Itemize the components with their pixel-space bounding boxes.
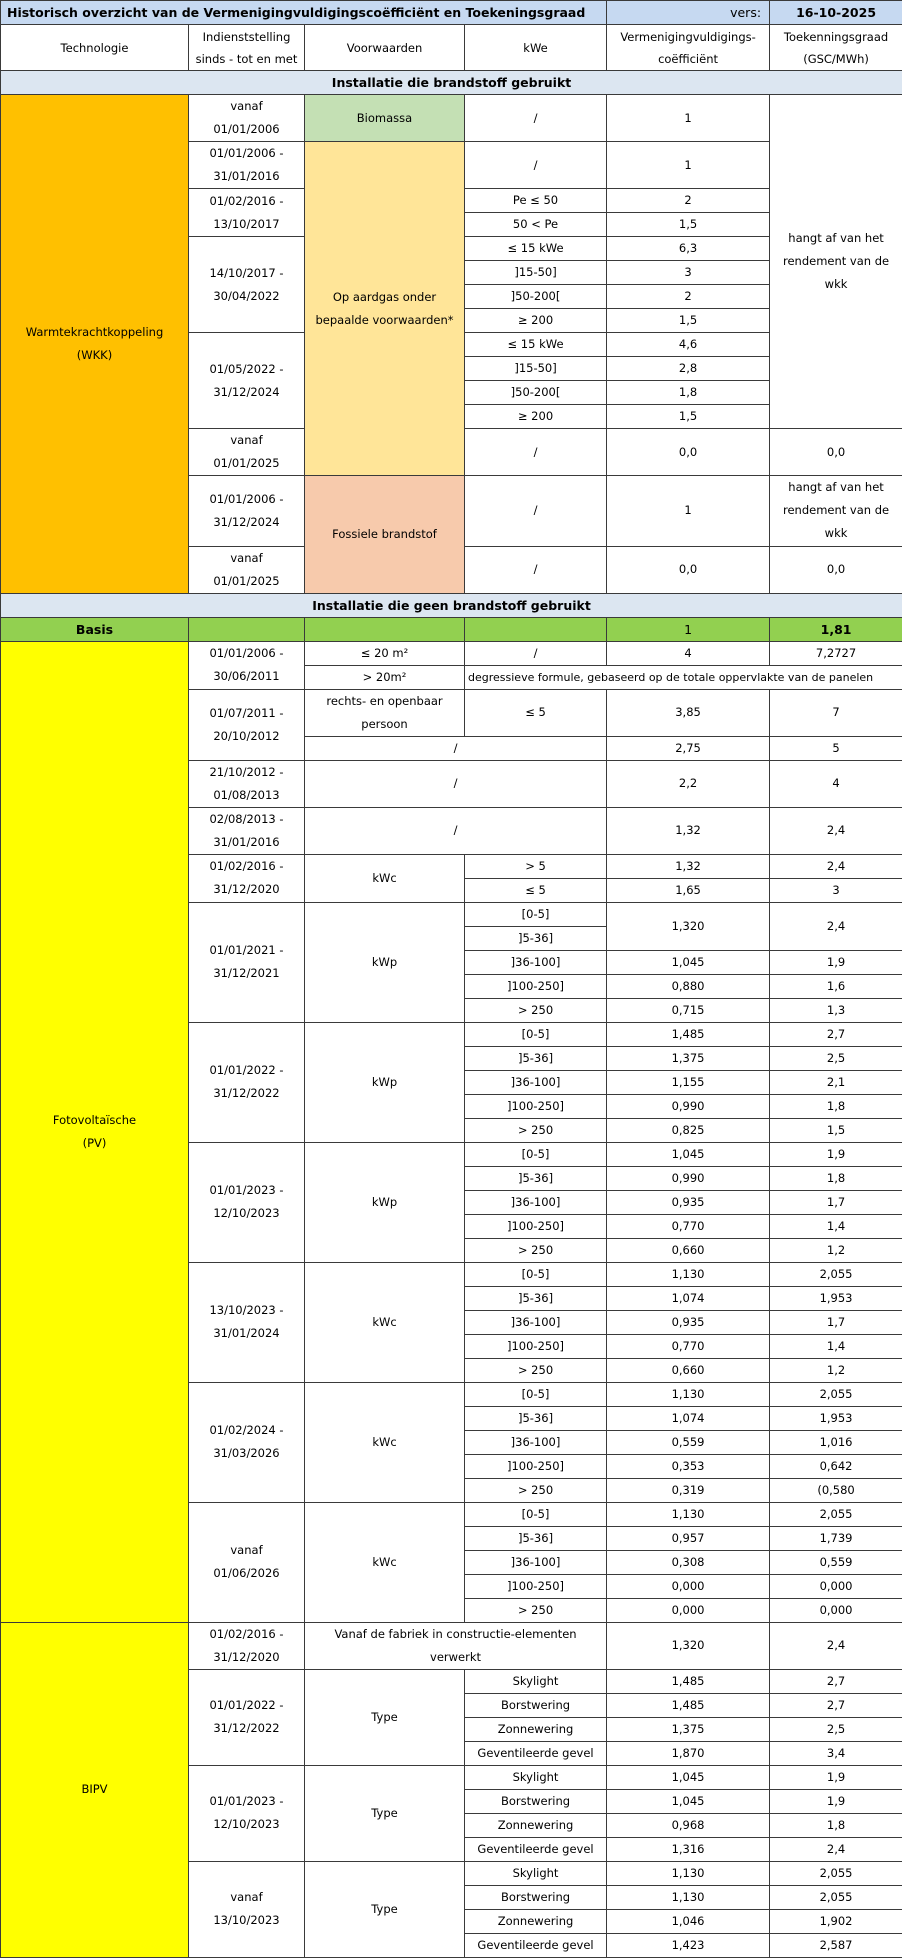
toekenningsgraad-cell: 4: [770, 760, 902, 807]
toekenningsgraad-cell: 0,0: [770, 546, 902, 593]
coefficient-cell: 1,046: [607, 1909, 770, 1933]
toekenningsgraad-cell: 7,2727: [770, 641, 902, 665]
toekenningsgraad-cell: 3,4: [770, 1741, 902, 1765]
version-date: 16-10-2025: [770, 1, 902, 25]
col-toekenningsgraad: Toekenningsgraad (GSC/MWh): [770, 25, 902, 71]
col-technologie: Technologie: [1, 25, 189, 71]
kwe-cell: ]15-50]: [465, 261, 607, 285]
period-cell: 01/01/2006 - 31/01/2016: [189, 142, 305, 189]
coefficient-cell: 1,320: [607, 1622, 770, 1669]
toekenningsgraad-cell: 0,000: [770, 1574, 902, 1598]
coefficient-cell: 1,8: [607, 381, 770, 405]
kwe-cell: /: [465, 95, 607, 142]
coefficient-cell: 1,045: [607, 950, 770, 974]
toekenningsgraad-cell: 1,9: [770, 1789, 902, 1813]
condition-fossiel: Fossiele brandstof: [305, 476, 465, 594]
kwe-cell: ]50-200[: [465, 285, 607, 309]
technology-pv: Fotovoltaïsche (PV): [1, 641, 189, 1622]
technology-wkk: Warmtekrachtkoppeling (WKK): [1, 95, 189, 594]
period-cell: 14/10/2017 - 30/04/2022: [189, 237, 305, 333]
col-kwe: kWe: [465, 25, 607, 71]
basis-empty: [189, 617, 305, 641]
kwe-cell: /: [465, 429, 607, 476]
coefficient-cell: 0,660: [607, 1358, 770, 1382]
kwe-cell: /: [465, 641, 607, 665]
toekenningsgraad-cell: 0,559: [770, 1550, 902, 1574]
coefficient-cell: 4: [607, 641, 770, 665]
toekenningsgraad-cell: 1,4: [770, 1334, 902, 1358]
kwe-cell: ]5-36]: [465, 1406, 607, 1430]
condition-cell: Vanaf de fabriek in constructie-elementen verwerkt: [305, 1622, 607, 1669]
section-fuel: Installatie die brandstoff gebruikt: [1, 71, 902, 95]
section-nofuel-label: Installatie die geen brandstoff gebruikt: [1, 593, 902, 617]
coefficient-cell: 0,0: [607, 429, 770, 476]
kwe-cell: ]5-36]: [465, 1046, 607, 1070]
coefficient-cell: 0,990: [607, 1094, 770, 1118]
kwe-cell: ]5-36]: [465, 1166, 607, 1190]
coefficient-cell: 1,65: [607, 878, 770, 902]
toekenningsgraad-cell: hangt af van het rendement van de wkk: [770, 476, 902, 547]
kwe-cell: Zonnewering: [465, 1909, 607, 1933]
coefficient-cell: 0,715: [607, 998, 770, 1022]
period-cell: 01/01/2022 - 31/12/2022: [189, 1022, 305, 1142]
kwe-cell: 50 < Pe: [465, 213, 607, 237]
toekenningsgraad-cell: 2,587: [770, 1933, 902, 1957]
coefficient-cell: 4,6: [607, 333, 770, 357]
coefficient-cell: 2,8: [607, 357, 770, 381]
coefficient-cell: 0,770: [607, 1334, 770, 1358]
note-cell: degressieve formule, gebaseerd op de totale oppervlakte van de panelen: [465, 665, 902, 689]
coefficient-cell: 1,485: [607, 1669, 770, 1693]
kwe-cell: ≤ 5: [465, 878, 607, 902]
toekenningsgraad-cell: 2,1: [770, 1070, 902, 1094]
coefficient-cell: 1,485: [607, 1693, 770, 1717]
toekenningsgraad-cell: (0,580: [770, 1478, 902, 1502]
kwe-cell: ]100-250]: [465, 1094, 607, 1118]
coefficient-cell: 1,320: [607, 902, 770, 950]
toekenningsgraad-cell: 1,739: [770, 1526, 902, 1550]
basis-toekenningsgraad: 1,81: [770, 617, 902, 641]
unit-cell: kWc: [305, 1382, 465, 1502]
period-cell: 01/02/2016 - 31/12/2020: [189, 1622, 305, 1669]
kwe-cell: /: [465, 546, 607, 593]
kwe-cell: Skylight: [465, 1861, 607, 1885]
toekenningsgraad-cell: 1,7: [770, 1190, 902, 1214]
kwe-cell: ≥ 200: [465, 405, 607, 429]
coefficient-cell: 2,2: [607, 760, 770, 807]
kwe-cell: ]5-36]: [465, 1286, 607, 1310]
period-cell: 13/10/2023 - 31/01/2024: [189, 1262, 305, 1382]
toekenningsgraad-cell: hangt af van het rendement van de wkk: [770, 95, 902, 429]
kwe-cell: [0-5]: [465, 1142, 607, 1166]
kwe-cell: > 250: [465, 1238, 607, 1262]
toekenningsgraad-cell: 1,8: [770, 1094, 902, 1118]
period-cell: 01/01/2023 - 12/10/2023: [189, 1142, 305, 1262]
coefficient-cell: 1,074: [607, 1286, 770, 1310]
period-cell: 01/01/2021 - 31/12/2021: [189, 902, 305, 1022]
col-indienststelling: Indienststelling sinds - tot en met: [189, 25, 305, 71]
coefficient-cell: 0,660: [607, 1238, 770, 1262]
period-cell: vanaf 01/01/2006: [189, 95, 305, 142]
kwe-cell: ]36-100]: [465, 1190, 607, 1214]
coefficient-cell: 1,045: [607, 1789, 770, 1813]
kwe-cell: > 250: [465, 1478, 607, 1502]
kwe-cell: [0-5]: [465, 1022, 607, 1046]
kwe-cell: ]15-50]: [465, 357, 607, 381]
coefficient-cell: 1,5: [607, 405, 770, 429]
toekenningsgraad-cell: 2,4: [770, 854, 902, 878]
coefficient-cell: 1,130: [607, 1262, 770, 1286]
coefficient-cell: 0,990: [607, 1166, 770, 1190]
kwe-cell: > 250: [465, 1358, 607, 1382]
coefficient-cell: 0,000: [607, 1574, 770, 1598]
toekenningsgraad-cell: 0,0: [770, 429, 902, 476]
kwe-cell: Pe ≤ 50: [465, 189, 607, 213]
toekenningsgraad-cell: 1,8: [770, 1166, 902, 1190]
unit-cell: Type: [305, 1669, 465, 1765]
coefficient-cell: 2,75: [607, 736, 770, 760]
kwe-cell: ]100-250]: [465, 1214, 607, 1238]
toekenningsgraad-cell: 1,9: [770, 950, 902, 974]
kwe-cell: Zonnewering: [465, 1717, 607, 1741]
coefficient-cell: 1,5: [607, 213, 770, 237]
coefficient-cell: 1,130: [607, 1885, 770, 1909]
kwe-cell: Geventileerde gevel: [465, 1741, 607, 1765]
toekenningsgraad-cell: 2,4: [770, 1837, 902, 1861]
coefficient-cell: 0,0: [607, 546, 770, 593]
table-title: Historisch overzicht van de Vermenigingvuldigingscoëfficiënt en Toekeningsgraad: [1, 1, 607, 25]
kwe-cell: ≤ 15 kWe: [465, 333, 607, 357]
toekenningsgraad-cell: 2,055: [770, 1861, 902, 1885]
toekenningsgraad-cell: 1,3: [770, 998, 902, 1022]
kwe-cell: /: [465, 142, 607, 189]
kwe-cell: ]100-250]: [465, 974, 607, 998]
coefficient-cell: 0,770: [607, 1214, 770, 1238]
kwe-cell: [0-5]: [465, 1262, 607, 1286]
toekenningsgraad-cell: 2,7: [770, 1022, 902, 1046]
condition-cell: rechts- en openbaar persoon: [305, 689, 465, 736]
condition-cell: /: [305, 736, 607, 760]
toekenningsgraad-cell: 5: [770, 736, 902, 760]
kwe-cell: ]100-250]: [465, 1334, 607, 1358]
coefficient-cell: 1,870: [607, 1741, 770, 1765]
toekenningsgraad-cell: 2,5: [770, 1717, 902, 1741]
toekenningsgraad-cell: 1,5: [770, 1118, 902, 1142]
toekenningsgraad-cell: 1,8: [770, 1813, 902, 1837]
toekenningsgraad-cell: 2,055: [770, 1262, 902, 1286]
period-cell: 01/02/2024 - 31/03/2026: [189, 1382, 305, 1502]
coefficient-cell: 3,85: [607, 689, 770, 736]
kwe-cell: Borstwering: [465, 1789, 607, 1813]
kwe-cell: /: [465, 476, 607, 547]
kwe-cell: > 250: [465, 998, 607, 1022]
toekenningsgraad-cell: 1,2: [770, 1238, 902, 1262]
coefficient-cell: 0,880: [607, 974, 770, 998]
kwe-cell: ]5-36]: [465, 1526, 607, 1550]
kwe-cell: ]36-100]: [465, 1550, 607, 1574]
toekenningsgraad-cell: 1,9: [770, 1142, 902, 1166]
kwe-cell: Borstwering: [465, 1693, 607, 1717]
kwe-cell: Geventileerde gevel: [465, 1837, 607, 1861]
unit-cell: kWc: [305, 1502, 465, 1622]
coefficient-cell: 1,045: [607, 1765, 770, 1789]
toekenningsgraad-cell: 2,4: [770, 1622, 902, 1669]
kwe-cell: [0-5]: [465, 902, 607, 926]
unit-cell: kWp: [305, 1022, 465, 1142]
coefficient-cell: 1: [607, 142, 770, 189]
toekenningsgraad-cell: 2,7: [770, 1669, 902, 1693]
period-cell: 01/01/2022 - 31/12/2022: [189, 1669, 305, 1765]
coefficient-cell: 0,825: [607, 1118, 770, 1142]
coefficient-cell: 1,155: [607, 1070, 770, 1094]
coefficient-cell: 1,130: [607, 1382, 770, 1406]
toekenningsgraad-cell: 2,7: [770, 1693, 902, 1717]
period-cell: 01/02/2016 - 31/12/2020: [189, 854, 305, 902]
version-label: vers:: [607, 1, 770, 25]
coefficient-cell: 0,319: [607, 1478, 770, 1502]
coefficient-cell: 1,130: [607, 1861, 770, 1885]
kwe-cell: ≥ 200: [465, 309, 607, 333]
kwe-cell: ≤ 15 kWe: [465, 237, 607, 261]
coefficient-cell: 0,935: [607, 1190, 770, 1214]
condition-aardgas: Op aardgas onder bepaalde voorwaarden*: [305, 142, 465, 476]
unit-cell: kWp: [305, 1142, 465, 1262]
toekenningsgraad-cell: 2,055: [770, 1382, 902, 1406]
toekenningsgraad-cell: 1,953: [770, 1406, 902, 1430]
kwe-cell: ]36-100]: [465, 1310, 607, 1334]
toekenningsgraad-cell: 0,642: [770, 1454, 902, 1478]
toekenningsgraad-cell: 1,902: [770, 1909, 902, 1933]
kwe-cell: Borstwering: [465, 1885, 607, 1909]
toekenningsgraad-cell: 0,000: [770, 1598, 902, 1622]
kwe-cell: [0-5]: [465, 1382, 607, 1406]
basis-coefficient: 1: [607, 617, 770, 641]
table-row: [1, 641, 902, 665]
kwe-cell: Zonnewering: [465, 1813, 607, 1837]
coefficient-cell: 3: [607, 261, 770, 285]
coefficient-cell: 1,375: [607, 1717, 770, 1741]
period-cell: 01/07/2011 - 20/10/2012: [189, 689, 305, 760]
kwe-cell: > 250: [465, 1118, 607, 1142]
coefficient-cell: 1,074: [607, 1406, 770, 1430]
coefficient-cell: 0,353: [607, 1454, 770, 1478]
column-header-row: [1, 25, 902, 71]
basis-empty: [465, 617, 607, 641]
section-nofuel: [1, 593, 902, 617]
condition-cell: /: [305, 807, 607, 854]
col-voorwaarden: Voorwaarden: [305, 25, 465, 71]
coefficient-cell: 1,485: [607, 1022, 770, 1046]
period-cell: 02/08/2013 - 31/01/2016: [189, 807, 305, 854]
period-cell: 21/10/2012 - 01/08/2013: [189, 760, 305, 807]
toekenningsgraad-cell: 1,6: [770, 974, 902, 998]
period-cell: 01/02/2016 - 13/10/2017: [189, 189, 305, 237]
period-cell: vanaf 01/06/2026: [189, 1502, 305, 1622]
coefficient-cell: 1: [607, 476, 770, 547]
kwe-cell: [0-5]: [465, 1502, 607, 1526]
coefficient-cell: 0,968: [607, 1813, 770, 1837]
kwe-cell: ≤ 5: [465, 689, 607, 736]
coefficient-cell: 1,5: [607, 309, 770, 333]
coefficient-cell: 2: [607, 285, 770, 309]
toekenningsgraad-cell: 1,9: [770, 1765, 902, 1789]
toekenningsgraad-cell: 3: [770, 878, 902, 902]
basis-row: [1, 617, 902, 641]
kwe-cell: Skylight: [465, 1765, 607, 1789]
kwe-cell: ]36-100]: [465, 1430, 607, 1454]
col-coefficient: Vermenigingvuldigings- coëfficiënt: [607, 25, 770, 71]
toekenningsgraad-cell: 7: [770, 689, 902, 736]
kwe-cell: Skylight: [465, 1669, 607, 1693]
unit-cell: Type: [305, 1861, 465, 1957]
basis-label: Basis: [1, 617, 189, 641]
toekenningsgraad-cell: 1,7: [770, 1310, 902, 1334]
coefficient-cell: 0,935: [607, 1310, 770, 1334]
table-row: [1, 95, 902, 119]
basis-empty: [305, 617, 465, 641]
coefficient-cell: 6,3: [607, 237, 770, 261]
coefficient-cell: 0,308: [607, 1550, 770, 1574]
toekenningsgraad-cell: 1,4: [770, 1214, 902, 1238]
coefficient-cell: 1,32: [607, 807, 770, 854]
kwe-cell: ]36-100]: [465, 1070, 607, 1094]
period-cell: 01/05/2022 - 31/12/2024: [189, 333, 305, 429]
coefficient-cell: 1,32: [607, 854, 770, 878]
unit-cell: kWc: [305, 854, 465, 902]
unit-cell: kWp: [305, 902, 465, 1022]
unit-cell: Type: [305, 1765, 465, 1861]
toekenningsgraad-cell: 2,4: [770, 807, 902, 854]
toekenningsgraad-cell: 2,055: [770, 1502, 902, 1526]
coefficient-cell: 0,559: [607, 1430, 770, 1454]
toekenningsgraad-cell: 2,5: [770, 1046, 902, 1070]
period-cell: vanaf 13/10/2023: [189, 1861, 305, 1957]
period-cell: 01/01/2006 - 30/06/2011: [189, 641, 305, 689]
condition-biomassa: Biomassa: [305, 95, 465, 142]
coefficient-cell: 1,423: [607, 1933, 770, 1957]
coefficient-cell: 1: [607, 95, 770, 142]
kwe-cell: Geventileerde gevel: [465, 1933, 607, 1957]
toekenningsgraad-cell: 1,016: [770, 1430, 902, 1454]
toekenningsgraad-cell: 2,055: [770, 1885, 902, 1909]
kwe-cell: > 5: [465, 854, 607, 878]
period-cell: 01/01/2006 - 31/12/2024: [189, 476, 305, 547]
kwe-cell: ]100-250]: [465, 1574, 607, 1598]
kwe-cell: ]100-250]: [465, 1454, 607, 1478]
technology-bipv: BIPV: [1, 1622, 189, 1957]
kwe-cell: > 250: [465, 1598, 607, 1622]
period-cell: vanaf 01/01/2025: [189, 546, 305, 593]
toekenningsgraad-cell: 1,953: [770, 1286, 902, 1310]
unit-cell: kWc: [305, 1262, 465, 1382]
coefficient-cell: 2: [607, 189, 770, 213]
kwe-cell: ]50-200[: [465, 381, 607, 405]
coefficient-cell: 1,130: [607, 1502, 770, 1526]
coefficient-cell: 1,375: [607, 1046, 770, 1070]
toekenningsgraad-cell: 1,2: [770, 1358, 902, 1382]
title-row: [1, 1, 902, 25]
period-cell: 01/01/2023 - 12/10/2023: [189, 1765, 305, 1861]
condition-cell: /: [305, 760, 607, 807]
table-row: [1, 1622, 902, 1646]
condition-cell: ≤ 20 m²: [305, 641, 465, 665]
coefficient-cell: 0,957: [607, 1526, 770, 1550]
coefficient-cell: 0,000: [607, 1598, 770, 1622]
coefficient-cell: 1,316: [607, 1837, 770, 1861]
period-cell: vanaf 01/01/2025: [189, 429, 305, 476]
coefficient-cell: 1,045: [607, 1142, 770, 1166]
condition-cell: > 20m²: [305, 665, 465, 689]
toekenningsgraad-cell: 2,4: [770, 902, 902, 950]
kwe-cell: ]36-100]: [465, 950, 607, 974]
kwe-cell: ]5-36]: [465, 926, 607, 950]
